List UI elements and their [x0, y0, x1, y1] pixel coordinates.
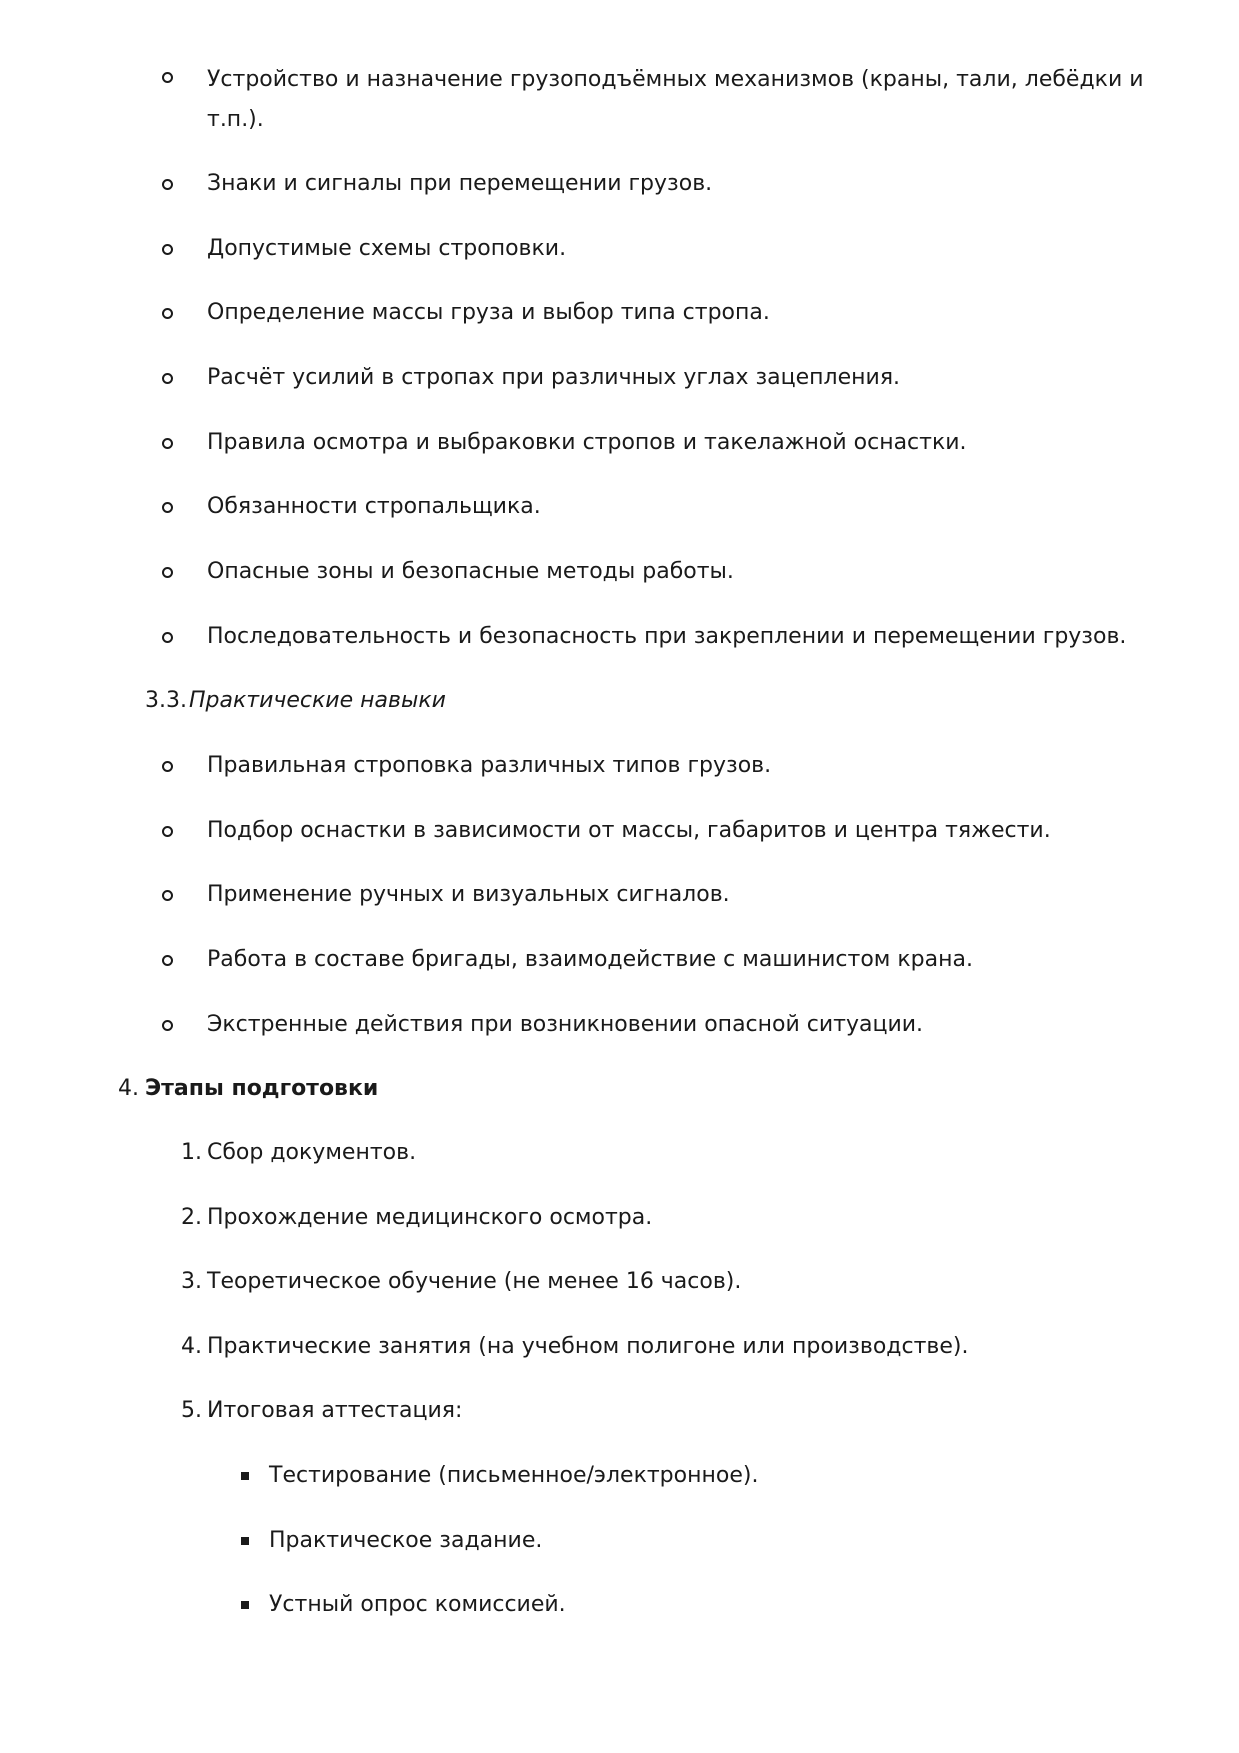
ordered-item-number: 4. [181, 1334, 202, 1359]
ordered-item: Прохождение медицинского осмотра. [207, 1205, 653, 1230]
list-item: Устный опрос комиссией. [269, 1592, 566, 1617]
bullet-square-icon [241, 1537, 249, 1545]
list-item: Расчёт усилий в стропах при различных углах зацепления. [207, 365, 901, 390]
section-number: 4. [118, 1076, 139, 1101]
section-title: Практические навыки [189, 688, 446, 713]
section-number: 3.3. [145, 688, 187, 713]
bullet-square-icon [241, 1472, 249, 1480]
bullet-circle-icon [162, 308, 173, 319]
bullet-circle-icon [162, 632, 173, 643]
ordered-item-number: 1. [181, 1140, 202, 1165]
bullet-square-icon [241, 1601, 249, 1609]
list-item: Опасные зоны и безопасные методы работы. [207, 559, 734, 584]
bullet-circle-icon [162, 438, 173, 449]
list-item: Применение ручных и визуальных сигналов. [207, 882, 730, 907]
bullet-circle-icon [162, 179, 173, 190]
list-item: Практическое задание. [269, 1528, 543, 1553]
bullet-circle-icon [162, 502, 173, 513]
ordered-item: Итоговая аттестация: [207, 1398, 463, 1423]
ordered-item-number: 2. [181, 1205, 202, 1230]
list-item: Определение массы груза и выбор типа стропа. [207, 300, 770, 325]
ordered-item-number: 3. [181, 1269, 202, 1294]
ordered-item: Теоретическое обучение (не менее 16 часов). [207, 1269, 742, 1294]
bullet-circle-icon [162, 761, 173, 772]
bullet-circle-icon [162, 1020, 173, 1031]
list-item: Подбор оснастки в зависимости от массы, габаритов и центра тяжести. [207, 818, 1051, 843]
ordered-item: Сбор документов. [207, 1140, 417, 1165]
bullet-circle-icon [162, 244, 173, 255]
list-item-continuation: т.п.). [207, 107, 264, 132]
bullet-circle-icon [162, 567, 173, 578]
list-item: Тестирование (письменное/электронное). [269, 1463, 759, 1488]
list-item: Работа в составе бригады, взаимодействие с машинистом крана. [207, 947, 973, 972]
list-item: Знаки и сигналы при перемещении грузов. [207, 171, 713, 196]
list-item: Правильная строповка различных типов грузов. [207, 753, 772, 778]
list-item: Правила осмотра и выбраковки стропов и такелажной оснастки. [207, 430, 967, 455]
bullet-circle-icon [162, 890, 173, 901]
ordered-item-number: 5. [181, 1398, 202, 1423]
list-item: Последовательность и безопасность при закреплении и перемещении грузов. [207, 624, 1127, 649]
list-item: Допустимые схемы строповки. [207, 236, 567, 261]
bullet-circle-icon [162, 955, 173, 966]
bullet-circle-icon [162, 72, 173, 83]
bullet-circle-icon [162, 826, 173, 837]
list-item: Экстренные действия при возникновении опасной ситуации. [207, 1012, 924, 1037]
list-item: Обязанности стропальщика. [207, 494, 541, 519]
list-item: Устройство и назначение грузоподъёмных механизмов (краны, тали, лебёдки и [207, 67, 1144, 92]
section-title: Этапы подготовки [145, 1076, 379, 1101]
ordered-item: Практические занятия (на учебном полигоне или производстве). [207, 1334, 969, 1359]
bullet-circle-icon [162, 373, 173, 384]
